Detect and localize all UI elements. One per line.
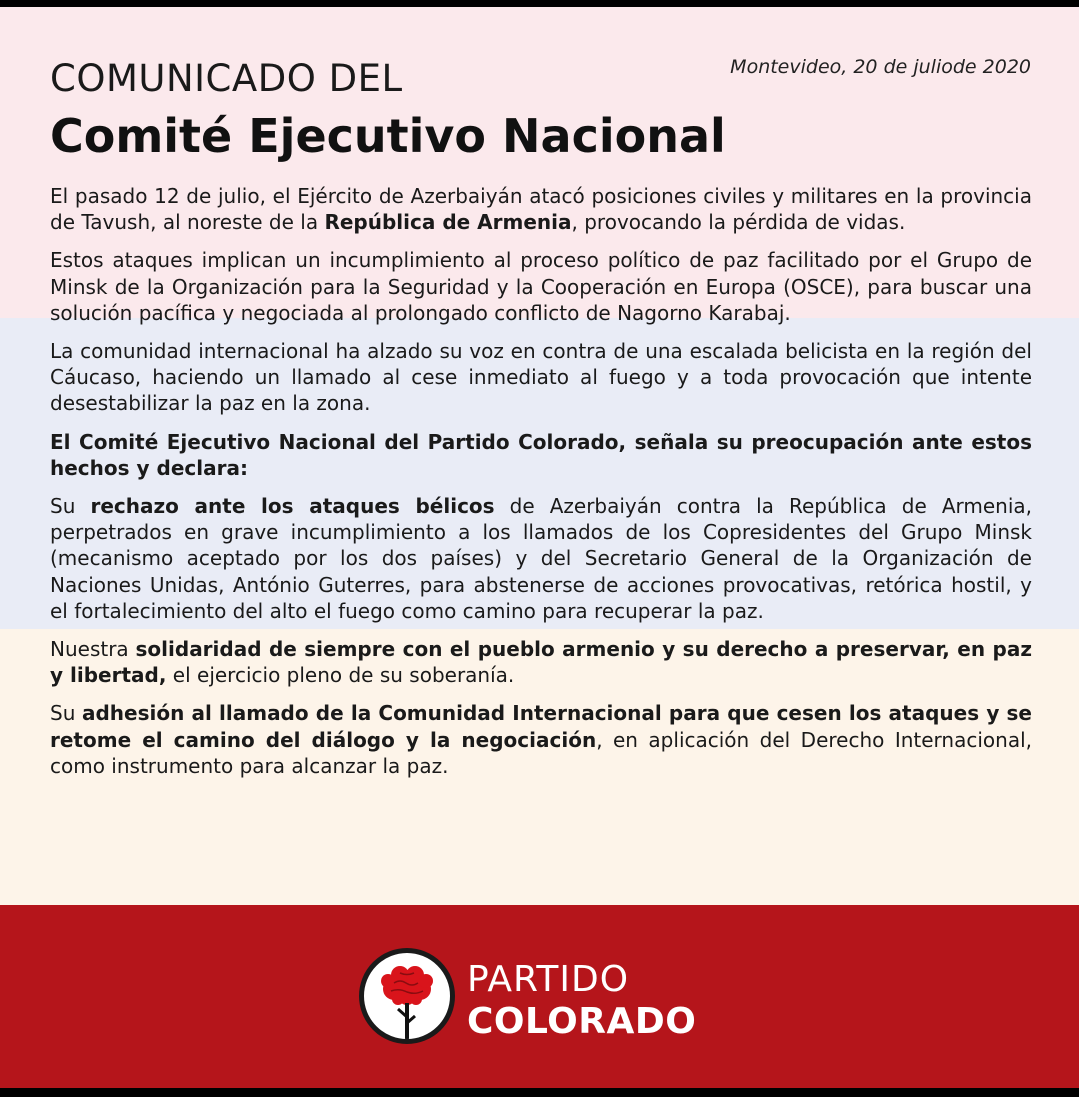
rechazo-text-a: Su <box>50 494 91 519</box>
dateline: Montevideo, 20 de juliode 2020 <box>730 56 1031 78</box>
paragraph-3: La comunidad internacional ha alzado su voz en contra de una escalada belicista en la región del Cáucaso, haciendo un llamado al cese inmediato al fuego y a toda provocación que intente desestabilizar la paz en la zona. <box>50 339 1032 416</box>
logo-word-colorado: COLORADO <box>467 1001 697 1042</box>
solidaridad-text-c: el ejercicio pleno de su soberanía. <box>166 663 515 688</box>
logo-word-partido: PARTIDO <box>467 959 630 1000</box>
paragraph-1-bold: República de Armenia <box>324 210 572 235</box>
rechazo-text-c: de Azerbaiyán contra la República de Armenia, perpetrados en grave incumplimiento a los llamados de los Copresidentes del Grupo Minsk (mecanismo aceptado por los dos países) y del Secretario General de la Organización de Naciones Unidas, António Guterres, para abstenerse de acciones provocativas, retórica hostil, y el fortalecimiento del alto el fuego como camino para recuperar la paz. <box>50 494 1032 623</box>
paragraph-1-text-a: El pasado 12 de julio, el Ejército de Azerbaiyán atacó posiciones civiles y militares en la provincia de Tavush, al noreste de la <box>50 184 1032 235</box>
paragraph-declaration <box>50 429 1032 481</box>
paragraph-1 <box>50 183 1032 235</box>
header-title-line2: Comité Ejecutivo Nacional <box>50 109 726 163</box>
solidaridad-text-a: Nuestra <box>50 637 136 662</box>
solidaridad-bold: solidaridad de siempre con el pueblo armenio y su derecho a preservar, en paz y libertad, <box>50 637 1032 688</box>
declaration-bold: El Comité Ejecutivo Nacional del Partido Colorado, señala su preocupación ante estos hechos y declara: <box>50 429 1032 480</box>
communique-body <box>50 183 1032 791</box>
header-title-line1: COMUNICADO DEL <box>50 57 403 100</box>
paragraph-adhesion <box>50 700 1032 779</box>
partido-colorado-logo <box>359 947 739 1047</box>
adhesion-bold: adhesión al llamado de la Comunidad Internacional para que cesen los ataques y se retome el camino del diálogo y la negociación <box>50 701 1032 752</box>
paragraph-2: Estos ataques implican un incumplimiento al proceso político de paz facilitado por el Grupo de Minsk de la Organización para la Seguridad y la Cooperación en Europa (OSCE), para buscar una solución pacífica y negociada al prolongado conflicto de Nagorno Karabaj. <box>50 248 1032 325</box>
carnation-flower-icon <box>359 948 455 1044</box>
paragraph-rechazo <box>50 493 1032 624</box>
communique-page <box>0 7 1079 1088</box>
adhesion-text-c: , en aplicación del Derecho Internacional, como instrumento para alcanzar la paz. <box>50 727 1032 778</box>
paragraph-1-text-c: , provocando la pérdida de vidas. <box>571 210 906 235</box>
adhesion-text-a: Su <box>50 701 82 726</box>
paragraph-solidaridad <box>50 636 1032 688</box>
rechazo-bold: rechazo ante los ataques bélicos <box>90 494 495 519</box>
